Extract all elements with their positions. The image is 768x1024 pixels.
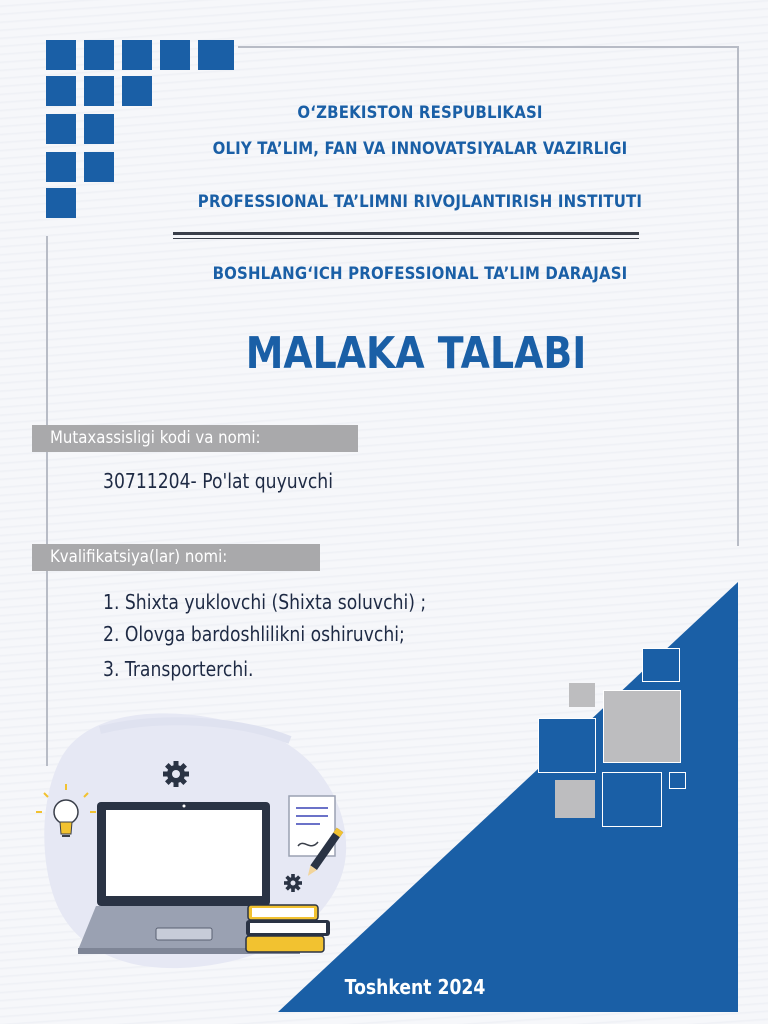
books-icon xyxy=(246,905,330,952)
qualifications-label: Kvalifikatsiya(lar) nomi: xyxy=(32,544,320,571)
qualification-item: 1. Shixta yuklovchi (Shixta soluvchi) ; xyxy=(103,590,427,614)
specialty-value: 30711204- Po'lat quyuvchi xyxy=(103,469,333,493)
qualification-item: 2. Olovga bardoshlilikni oshiruvchi; xyxy=(103,622,405,646)
gear-icon xyxy=(284,874,302,892)
header-ministry: OLIY TA’LIM, FAN VA INNOVATSIYALAR VAZIRLIGI xyxy=(212,139,628,159)
qualification-item: 3. Transporterchi. xyxy=(103,657,254,681)
specialty-label: Mutaxassisligi kodi va nomi: xyxy=(32,425,358,452)
education-level: BOSHLANG‘ICH PROFESSIONAL TA’LIM DARAJASI xyxy=(212,264,628,284)
place-and-year: Toshkent 2024 xyxy=(344,975,486,999)
document-title: MALAKA TALABI xyxy=(245,328,587,379)
header-country: O‘ZBEKISTON RESPUBLIKASI xyxy=(297,103,543,123)
gear-icon xyxy=(163,761,189,787)
header-institute: PROFESSIONAL TA’LIMNI RIVOJLANTIRISH INSTITUTI xyxy=(197,192,643,212)
